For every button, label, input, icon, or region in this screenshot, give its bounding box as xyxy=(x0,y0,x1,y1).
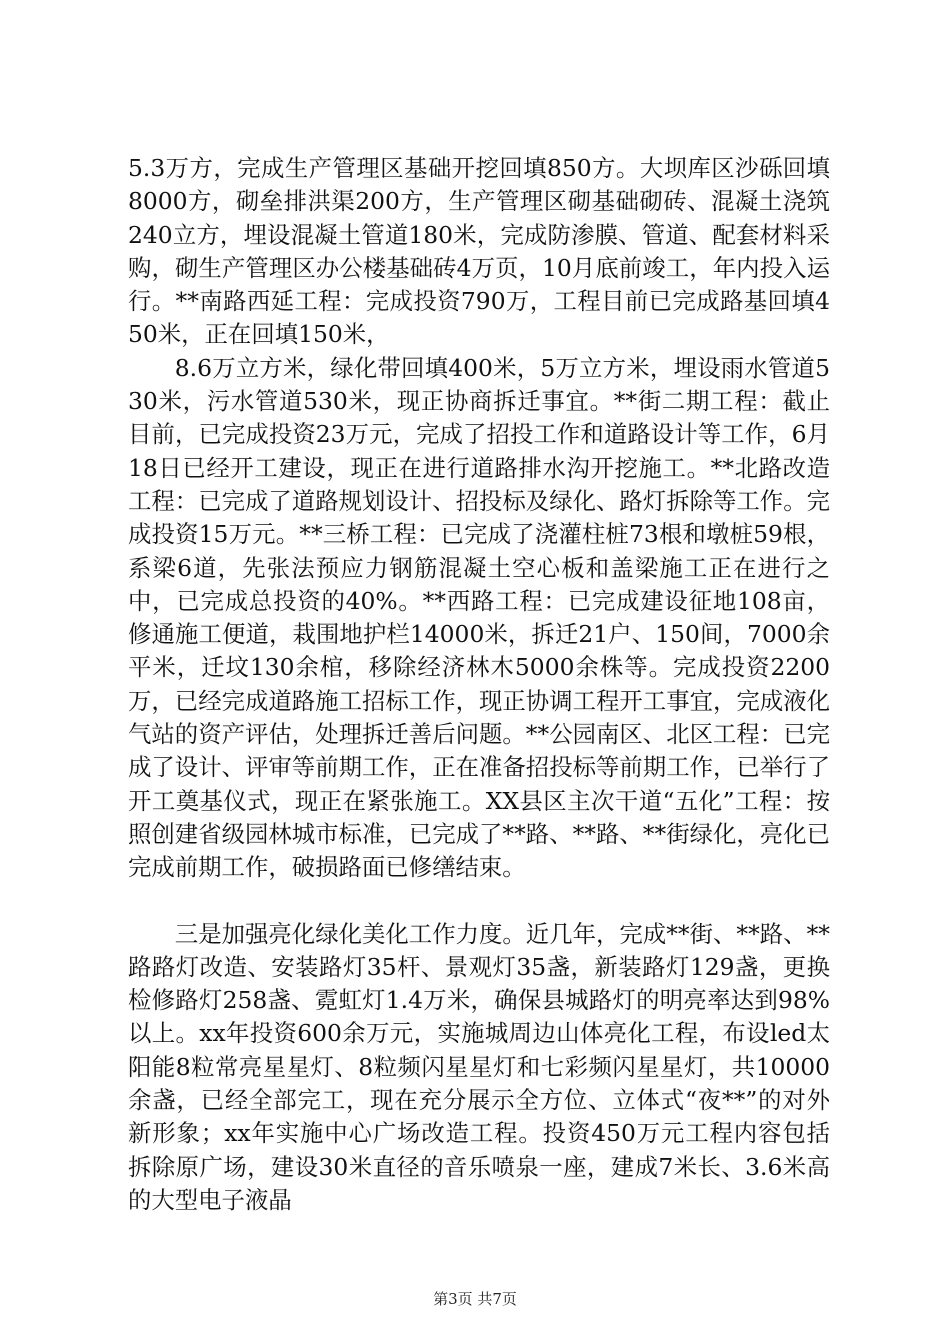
paragraph-3: 三是加强亮化绿化美化工作力度。近几年，完成**街、**路、**路路灯改造、安装路灯35杆、景观灯35盏，新装路灯129盏，更换检修路灯258盏、霓虹灯1.4万米，确保县城路灯的明亮率达到98%以上。xx年投资600余万元，实施城周边山体亮化工程，布设led太阳能8粒常亮星星灯、8粒频闪星星灯和七彩频闪星星灯，共10000余盏，已经全部完工，现在充分展示全方位、立体式“夜**”的对外新形象；xx年实施中心广场改造工程。投资450万元工程内容包括拆除原广场，建设30米直径的音乐喷泉一座，建成7米长、3.6米高的大型电子液晶 xyxy=(128,919,830,1214)
page-footer: 第3页 共7页 xyxy=(433,1290,517,1308)
document-body xyxy=(128,152,830,1217)
paragraph-1: 5.3万方，完成生产管理区基础开挖回填850方。大坝库区沙砾回填8000方，砌垒排洪渠200方，生产管理区砌基础砌砖、混凝土浇筑240立方，埋设混凝土管道180米，完成防渗膜、管道、配套材料采购，砌生产管理区办公楼基础砖4万页，10月底前竣工，年内投入运行。**南路西延工程：完成投资790万，工程目前已完成路基回填450米，正在回填150米， xyxy=(128,154,830,349)
paragraph-2: 8.6万立方米，绿化带回填400米，5万立方米，埋设雨水管道530米，污水管道530米，现正协商拆迁事宜。**街二期工程：截止目前，已完成投资23万元，完成了招投工作和道路设计等工作，6月18日已经开工建设，现正在进行道路排水沟开挖施工。**北路改造工程：已完成了道路规划设计、招投标及绿化、路灯拆除等工作。完成投资15万元。**三桥工程：已完成了浇灌柱桩73根和墩桩59根，系梁6道，先张法预应力钢筋混凝土空心板和盖梁施工正在进行之中，已完成总投资的40%。**西路工程：已完成建设征地108亩，修通施工便道，栽围地护栏14000米，拆迁21户、150间，7000余平米，迁坟130余棺，移除经济林木5000余株等。完成投资2200万，已经完成道路施工招标工作，现正协调工程开工事宜，完成液化气站的资产评估，处理拆迁善后问题。**公园南区、北区工程：已完成了设计、评审等前期工作，正在准备招投标等前期工作，已举行了开工奠基仪式，现正在紧张施工。XX县区主次干道“五化”工程：按照创建省级园林城市标准，已完成了**路、**路、**街绿化，亮化已完成前期工作，破损路面已修缮结束。 xyxy=(128,353,831,882)
paragraph-gap xyxy=(128,885,830,918)
